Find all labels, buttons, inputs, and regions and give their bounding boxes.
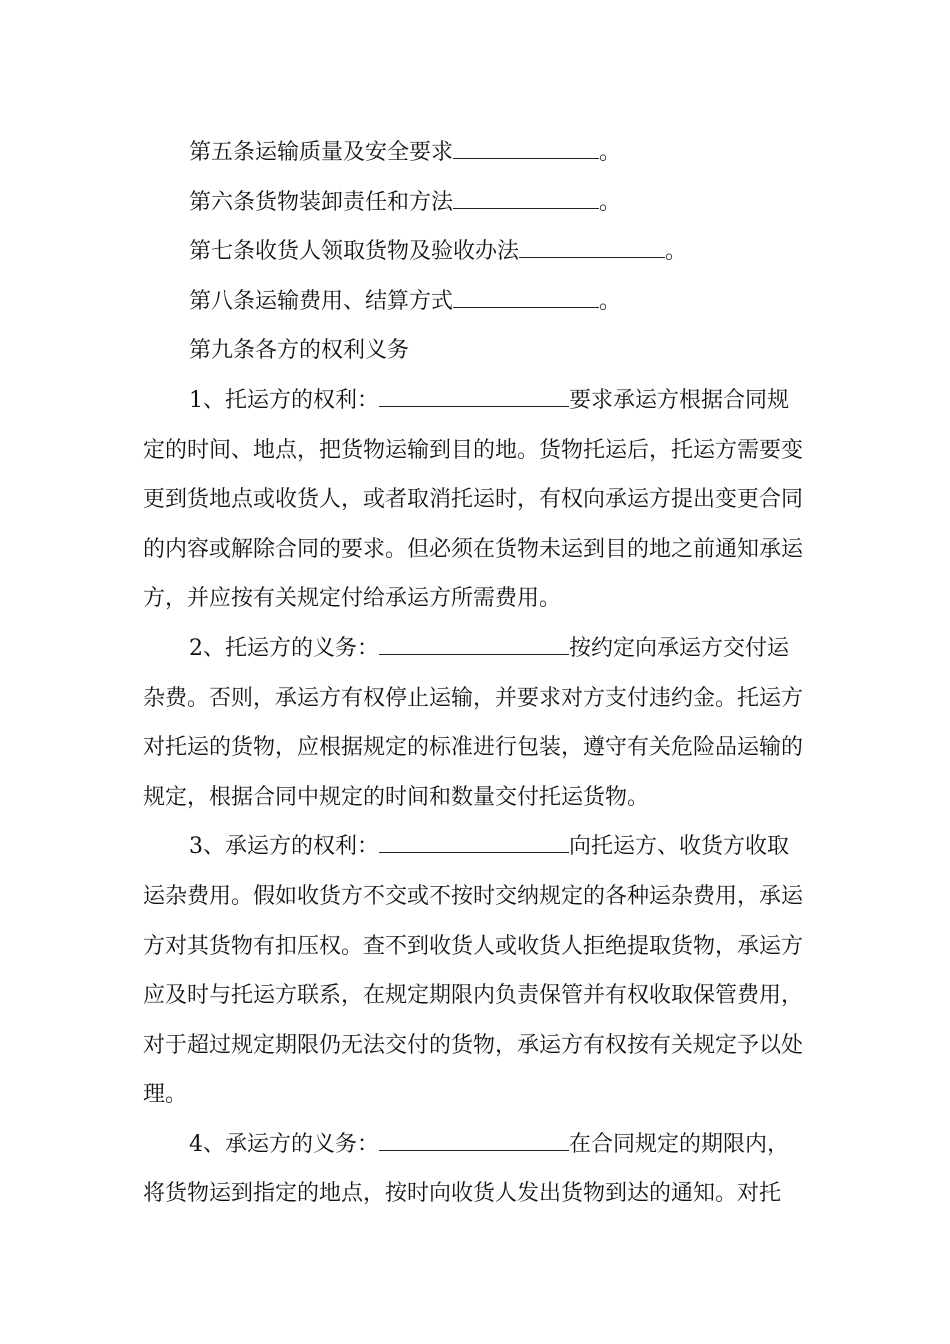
- clause-7-end: 。: [665, 239, 688, 265]
- document-page: [143, 128, 807, 1219]
- item-4-paragraph: [143, 1120, 807, 1219]
- clause-8-text: 第八条运输费用、结算方式: [189, 288, 454, 314]
- item-4-body: 在合同规定的期限内，将货物运到指定的地点，按时向收货人发出货物到达的通知。对托: [143, 1131, 790, 1207]
- fill-blank: [519, 239, 665, 258]
- fill-blank: [453, 140, 599, 159]
- item-1-lead: 1、托运方的权利：: [189, 387, 379, 413]
- item-1-paragraph: [143, 376, 807, 624]
- section-9-title: 第九条各方的权利义务: [189, 338, 410, 364]
- clause-5: [143, 128, 807, 178]
- item-2-lead: 2、托运方的义务：: [189, 635, 379, 661]
- item-2-body: 按约定向承运方交付运杂费。否则，承运方有权停止运输，并要求对方支付违约金。托运方对托运的货物，应根据规定的标准进行包装，遵守有关危险品运输的规定，根据合同中规定的时间和数量交付托运货物。: [143, 635, 804, 810]
- fill-blank: [379, 834, 569, 853]
- fill-blank: [379, 636, 569, 655]
- item-3-lead: 3、承运方的权利：: [189, 834, 379, 860]
- fill-blank: [379, 388, 569, 407]
- fill-blank: [453, 289, 599, 308]
- clause-6-end: 。: [599, 189, 622, 215]
- clause-5-end: 。: [599, 140, 622, 165]
- item-2-paragraph: [143, 624, 807, 822]
- clause-7-text: 第七条收货人领取货物及验收办法: [189, 239, 520, 265]
- item-3-paragraph: [143, 822, 807, 1120]
- fill-blank: [453, 190, 599, 209]
- item-3-body: 向托运方、收货方收取运杂费用。假如收货方不交或不按时交纳规定的各种运杂费用，承运方对其货物有扣压权。查不到收货人或收货人拒绝提取货物，承运方应及时与托运方联系，在规定期限内负责保管并有权收取保管费用，对于超过规定期限仍无法交付的货物，承运方有权按有关规定予以处理。: [143, 834, 804, 1108]
- item-1-body: 要求承运方根据合同规定的时间、地点，把货物运输到目的地。货物托运后，托运方需要变更到货地点或收货人，或者取消托运时，有权向承运方提出变更合同的内容或解除合同的要求。但必须在货物未运到目的地之前通知承运方，并应按有关规定付给承运方所需费用。: [143, 387, 804, 612]
- clause-5-text: 第五条运输质量及安全要求: [189, 140, 454, 165]
- clause-6: [143, 178, 807, 228]
- clause-8: [143, 277, 807, 327]
- item-4-lead: 4、承运方的义务：: [189, 1131, 379, 1157]
- fill-blank: [379, 1132, 569, 1151]
- clause-7: [143, 227, 807, 277]
- clause-6-text: 第六条货物装卸责任和方法: [189, 189, 454, 215]
- clause-8-end: 。: [599, 288, 622, 314]
